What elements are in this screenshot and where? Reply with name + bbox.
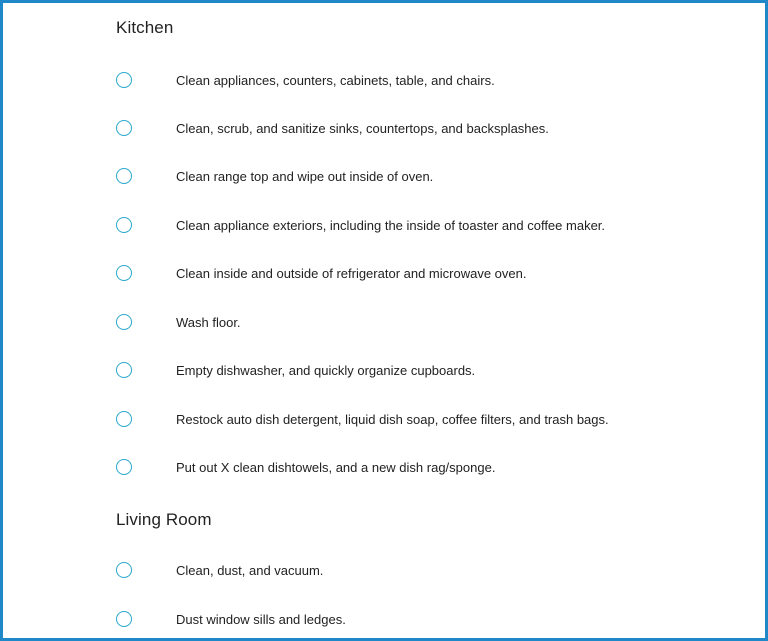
checklist-item-label: Clean inside and outside of refrigerator and microwave oven. (176, 265, 527, 281)
radio-button[interactable] (116, 562, 132, 578)
checklist-item-label: Clean appliances, counters, cabinets, table, and chairs. (176, 72, 495, 88)
radio-button[interactable] (116, 72, 132, 88)
checklist-item[interactable] (113, 211, 733, 239)
checklist-item[interactable] (113, 66, 733, 94)
checklist-item-label: Clean appliance exteriors, including the inside of toaster and coffee maker. (176, 217, 606, 233)
checklist-item[interactable] (113, 556, 733, 584)
checklist-item-label: Clean, scrub, and sanitize sinks, countertops, and backsplashes. (176, 120, 549, 136)
radio-button[interactable] (116, 120, 132, 136)
checklist-item-label: Dust window sills and ledges. (176, 611, 346, 627)
radio-button[interactable] (116, 611, 132, 627)
radio-button[interactable] (116, 459, 132, 475)
radio-button[interactable] (116, 265, 132, 281)
checklist-item-label: Clean range top and wipe out inside of oven. (176, 168, 434, 184)
radio-button[interactable] (116, 362, 132, 378)
radio-button[interactable] (116, 314, 132, 330)
checklist-item-label: Put out X clean dishtowels, and a new dish rag/sponge. (176, 459, 496, 475)
checklist-item-label: Empty dishwasher, and quickly organize cupboards. (176, 362, 476, 378)
checklist-item[interactable] (113, 114, 733, 142)
radio-button[interactable] (116, 217, 132, 233)
radio-button[interactable] (116, 168, 132, 184)
section-title-kitchen: Kitchen (116, 18, 174, 37)
checklist-item[interactable] (113, 356, 733, 384)
checklist-item[interactable] (113, 162, 733, 190)
checklist-item[interactable] (113, 605, 733, 633)
checklist-item-label: Wash floor. (176, 314, 241, 330)
checklist-item[interactable] (113, 453, 733, 481)
checklist-item-label: Restock auto dish detergent, liquid dish soap, coffee filters, and trash bags. (176, 411, 609, 427)
checklist-item[interactable] (113, 308, 733, 336)
section-title-living-room: Living Room (116, 510, 212, 529)
checklist-item[interactable] (113, 405, 733, 433)
checklist-item[interactable] (113, 259, 733, 287)
checklist-item-label: Clean, dust, and vacuum. (176, 562, 324, 578)
radio-button[interactable] (116, 411, 132, 427)
